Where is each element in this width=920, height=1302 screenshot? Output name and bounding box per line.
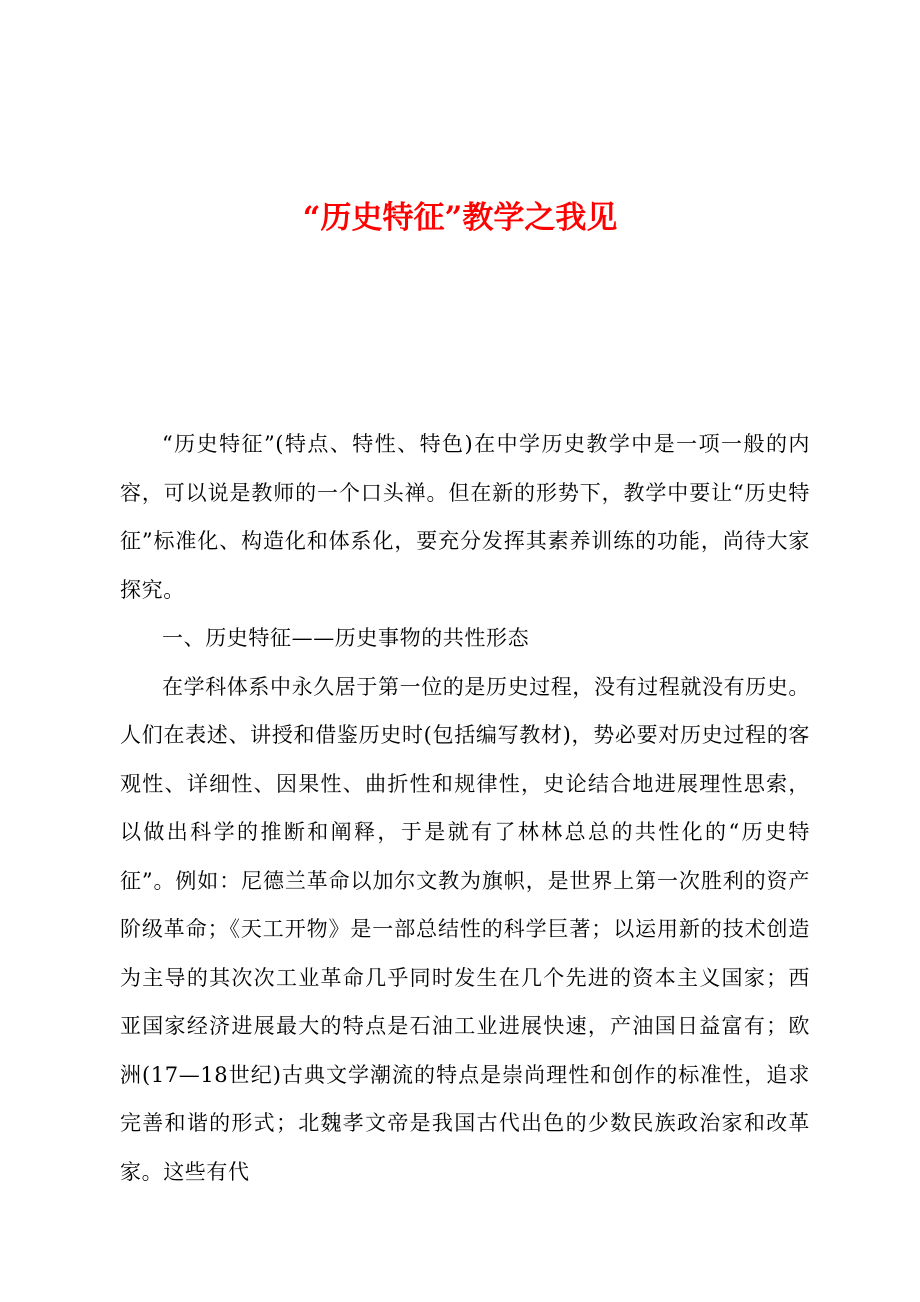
document-body xyxy=(120,420,810,1196)
document-title: “历史特征”教学之我见 xyxy=(302,200,618,236)
body-paragraph: 在学科体系中永久居于第一位的是历史过程，没有过程就没有历史。人们在表述、讲授和借鉴历史时(包括编写教材)，势必要对历史过程的客观性、详细性、因果性、曲折性和规律性，史论结合地进展理性思索，以做出科学的推断和阐释，于是就有了林林总总的共性化的“历史特征”。例如：尼德兰革命以加尔文教为旗帜，是世界上第一次胜利的资产阶级革命；《天工开物》是一部总结性的科学巨著；以运用新的技术创造为主导的其次次工业革命几乎同时发生在几个先进的资本主义国家；西亚国家经济进展最大的特点是石油工业进展快速，产油国日益富有；欧洲(17—18世纪)古典文学潮流的特点是崇尚理性和创作的标准性，追求完善和谐的形式；北魏孝文帝是我国古代出色的少数民族政治家和改革家。这些有代 xyxy=(120,674,810,1184)
section-heading: 一、历史特征——历史事物的共性形态 xyxy=(162,626,530,650)
intro-paragraph: “历史特征”(特点、特性、特色)在中学历史教学中是一项一般的内容，可以说是教师的一个口头禅。但在新的形势下，教学中要让“历史特征”标准化、构造化和体系化，要充分发挥其素养训练的功能，尚待大家探究。 xyxy=(120,432,810,602)
